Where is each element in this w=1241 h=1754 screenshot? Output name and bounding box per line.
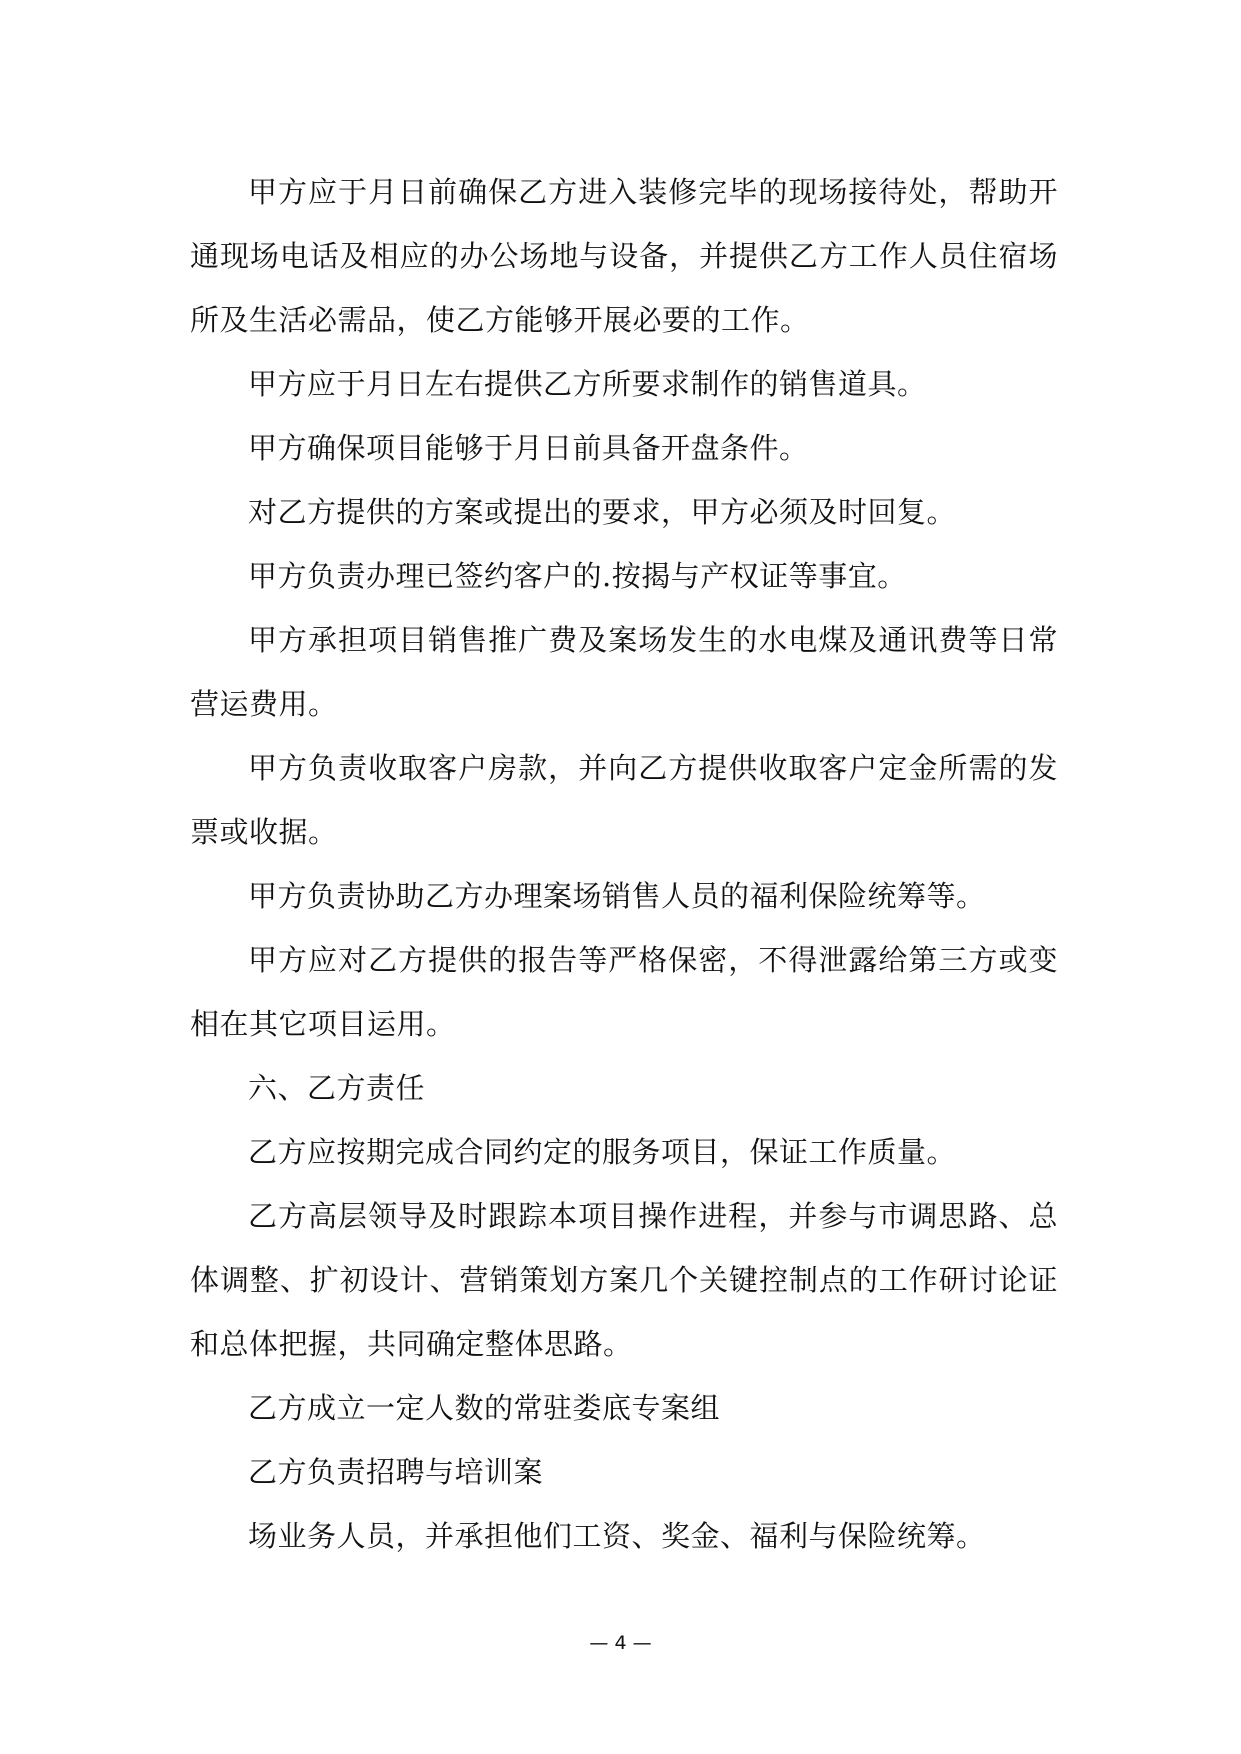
paragraph: 甲方负责办理已签约客户的.按揭与产权证等事宜。 [248, 559, 907, 593]
paragraph: 甲方负责协助乙方办理案场销售人员的福利保险统筹等。 [248, 879, 986, 913]
paragraph: 甲方确保项目能够于月日前具备开盘条件。 [248, 431, 809, 465]
paragraph: 甲方负责收取客户房款，并向乙方提供收取客户定金所需的发票或收据。 [190, 751, 1058, 849]
paragraph: 甲方应对乙方提供的报告等严格保密，不得泄露给第三方或变相在其它项目运用。 [190, 943, 1058, 1041]
paragraph: 乙方应按期完成合同约定的服务项目，保证工作质量。 [248, 1135, 957, 1169]
paragraph: 乙方成立一定人数的常驻娄底专案组 [248, 1391, 721, 1425]
section-heading: 六、乙方责任 [248, 1071, 426, 1105]
paragraph: 对乙方提供的方案或提出的要求，甲方必须及时回复。 [248, 495, 957, 529]
paragraph: 场业务人员，并承担他们工资、奖金、福利与保险统筹。 [248, 1519, 986, 1553]
paragraph: 乙方负责招聘与培训案 [248, 1455, 544, 1489]
paragraph: 乙方高层领导及时跟踪本项目操作进程，并参与市调思路、总体调整、扩初设计、营销策划方案几个关键控制点的工作研讨论证和总体把握，共同确定整体思路。 [190, 1199, 1058, 1361]
page-number: — 4 — [589, 1632, 652, 1654]
paragraph: 甲方应于月日前确保乙方进入装修完毕的现场接待处，帮助开通现场电话及相应的办公场地与设备，并提供乙方工作人员住宿场所及生活必需品，使乙方能够开展必要的工作。 [190, 175, 1058, 337]
document-body [190, 160, 1058, 1568]
paragraph: 甲方应于月日左右提供乙方所要求制作的销售道具。 [248, 367, 927, 401]
paragraph: 甲方承担项目销售推广费及案场发生的水电煤及通讯费等日常营运费用。 [190, 623, 1058, 721]
